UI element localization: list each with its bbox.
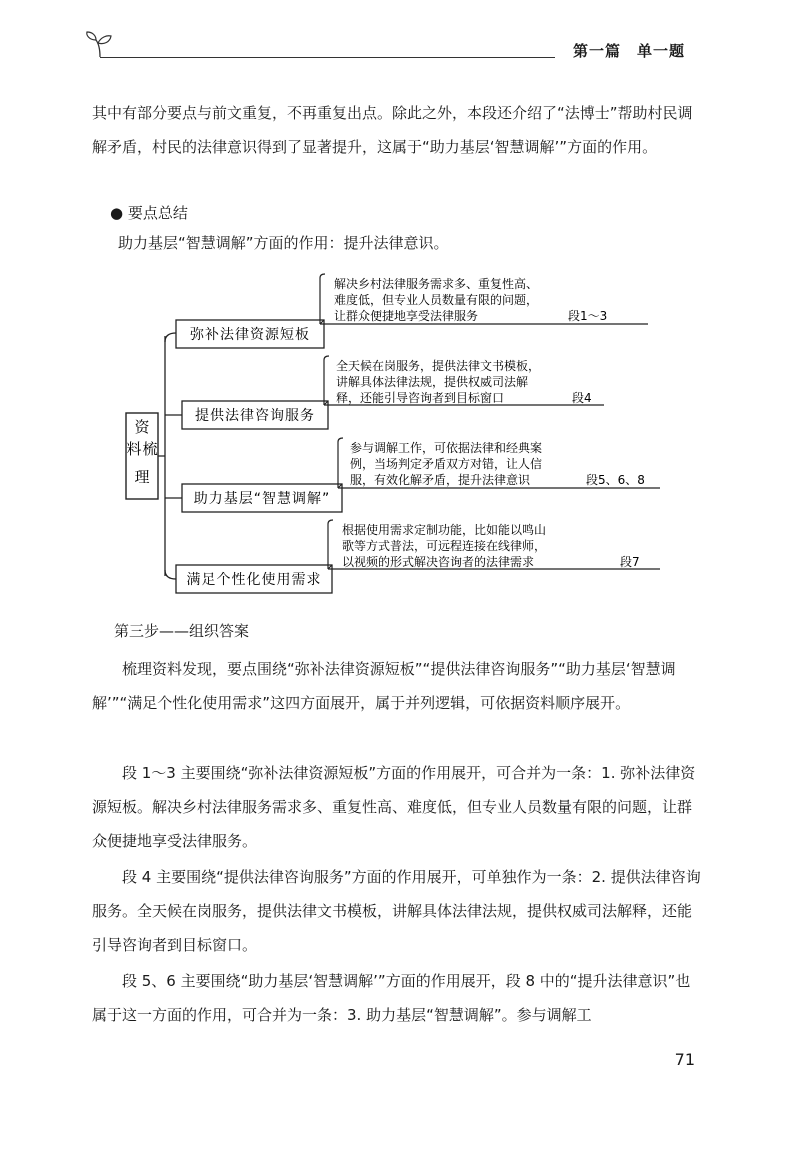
root-char-1: 资 [134, 418, 150, 436]
branch-note-1-2: 难度低，但专业人员数量有限的问题， [334, 293, 539, 307]
bullet-icon: ● [110, 204, 124, 222]
paragraph-2 [92, 652, 702, 720]
root-char-3: 梳 [142, 440, 158, 458]
branch-note-1-3: 让群众便捷地享受法律服务 [334, 309, 479, 323]
paragraph-5-text: 段 5、6 主要围绕“助力基层‘智慧调解’”方面的作用展开，段 8 中的“提升法律意识”也属于这一方面的作用，可合并为一条：3. 助力基层“智慧调解”。参与调解工 [92, 972, 691, 1024]
branch-note-4-2: 歌等方式普法，可远程连接在线律师， [342, 539, 547, 553]
branch-note-2-2: 讲解具体法律法规，提供权威司法解 [336, 375, 529, 389]
paragraph-2-text: 梳理资料发现，要点围绕“弥补法律资源短板”“提供法律咨询服务”“助力基层‘智慧调解’”“满足个性化使用需求”这四方面展开，属于并列逻辑，可依据资料顺序展开。 [92, 660, 676, 712]
page-number: 71 [674, 1050, 695, 1069]
paragraph-4-text: 段 4 主要围绕“提供法律咨询服务”方面的作用展开，可单独作为一条：2. 提供法律咨询服务。全天候在岗服务，提供法律文书模板，讲解具体法律法规，提供权威司法解释，还能引导咨询者到目标窗口。 [92, 868, 701, 954]
spine-curve-top [165, 333, 176, 342]
root-char-2: 料 [126, 440, 142, 458]
branch-note-3-2: 例，当场判定矛盾双方对错，让人信 [350, 457, 543, 471]
branch-note-1-1: 解决乡村法律服务需求多、重复性高、 [334, 277, 539, 291]
branch-ref-2: 段4 [572, 391, 592, 405]
tree-spine [158, 336, 165, 576]
step-3-heading: 第三步——组织答案 [114, 622, 250, 640]
paragraph-1: 其中有部分要点与前文重复，不再重复出点。除此之外，本段还介绍了“法博士”帮助村民调解矛盾，村民的法律意识得到了显著提升，这属于“助力基层‘智慧调解’”方面的作用。 [92, 104, 693, 156]
branch-ref-4: 段7 [620, 555, 640, 569]
mind-map-diagram [0, 270, 800, 610]
branch-note-3-3: 服，有效化解矛盾，提升法律意识 [350, 473, 531, 487]
summary-title: 要点总结 [127, 204, 188, 222]
summary-heading [110, 202, 188, 223]
branch-note-3-1: 参与调解工作，可依据法律和经典案 [350, 441, 543, 455]
paragraph-5 [92, 964, 702, 1032]
paragraph-3 [92, 756, 702, 858]
branch-label-1: 弥补法律资源短板 [190, 327, 310, 343]
branch-note-4-1: 根据使用需求定制功能，比如能以鸣山 [342, 523, 547, 537]
branch-label-2: 提供法律咨询服务 [195, 408, 315, 424]
chapter-title: 第一篇 单一题 [572, 42, 685, 60]
branch-note-2-3: 释，还能引导咨询者到目标窗口 [336, 391, 505, 405]
sprout-icon [84, 30, 114, 58]
branch-label-4: 满足个性化使用需求 [186, 572, 322, 588]
paragraph-3-text: 段 1～3 主要围绕“弥补法律资源短板”方面的作用展开，可合并为一条：1. 弥补法律资源短板。解决乡村法律服务需求多、重复性高、难度低，但专业人员数量有限的问题，让群众便捷地享受法律服务。 [92, 764, 696, 850]
branch-note-4-3: 以视频的形式解决咨询者的法律需求 [342, 555, 535, 569]
spine-curve-bottom [165, 570, 176, 579]
branch-ref-3: 段5、6、8 [586, 473, 645, 487]
header-rule [100, 57, 555, 58]
paragraph-4 [92, 860, 702, 962]
branch-label-3: 助力基层“智慧调解” [193, 491, 331, 507]
branch-ref-1: 段1～3 [568, 309, 608, 323]
summary-line: 助力基层“智慧调解”方面的作用：提升法律意识。 [118, 234, 449, 252]
branch-note-2-1: 全天候在岗服务，提供法律文书模板， [336, 359, 541, 373]
root-char-4: 理 [134, 468, 150, 486]
